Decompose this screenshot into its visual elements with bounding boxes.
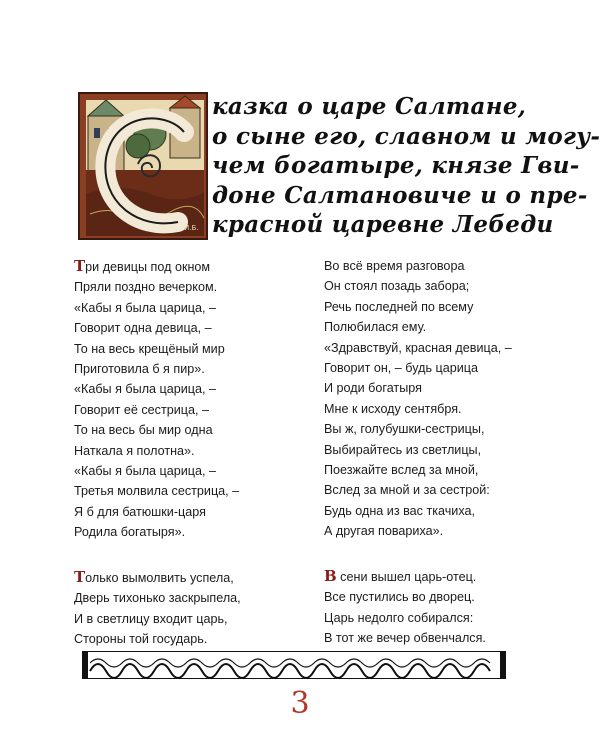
stanza (324, 256, 554, 542)
poem-line: Полюбилася ему. (324, 320, 427, 335)
title-line-4: доне Салтановиче и о пре- (212, 181, 588, 209)
poem-line: В тот же вечер обвенчался. (324, 630, 486, 645)
title-line-5: красной царевне Лебеди (212, 211, 554, 238)
title-line-3: чем богатыре, князе Гви- (212, 152, 580, 179)
drop-cap: Т (74, 257, 86, 275)
poem-line: Царь недолго собирался: (324, 610, 474, 625)
svg-text:И.Б.: И.Б. (184, 224, 199, 232)
poem-line: Выбирайтесь из светлицы, (324, 442, 482, 457)
poem-line: Вы ж, голубушки-сестрицы, (324, 422, 485, 437)
poem-line: Приготовила б я пир». (74, 362, 205, 377)
title-line-2: о сыне его, славном и могу- (212, 122, 600, 150)
poem-line: «Здравствуй, красная девица, – (324, 340, 512, 355)
poem-line: Наткала я полотна». (74, 443, 195, 458)
tale-title (212, 92, 600, 240)
poem-line: Третья молвила сестрица, – (74, 484, 240, 499)
poem-line (324, 566, 554, 587)
poem-line: «Кабы я была царица, – (74, 300, 217, 315)
poem-line: Я б для батюшки-царя (74, 504, 206, 519)
poem-line (74, 567, 304, 588)
poem-line-text: сени вышел царь-отец. (336, 569, 477, 584)
page-number: 3 (290, 686, 310, 721)
poem-line: Пряли поздно вечерком. (74, 280, 218, 295)
poem-line: «Кабы я была царица, – (74, 382, 217, 397)
poem-line (74, 256, 304, 277)
decorative-initial (78, 92, 208, 240)
drop-cap: Т (74, 567, 86, 586)
poem-line: Речь последней по всему (324, 299, 474, 314)
poem-line: И роди богатыря (324, 381, 422, 396)
stanza (74, 567, 304, 650)
poem-line-text: ри девицы под окном (85, 260, 211, 274)
poem-line: Стороны той государь. (74, 631, 208, 646)
poem-line: Будь одна из вас ткачиха, (324, 503, 476, 518)
poem-line-text: олько вымолвить успела, (85, 570, 234, 585)
poem-line: «Кабы я была царица, – (74, 464, 217, 479)
stanza (324, 566, 554, 649)
poem-line: Говорит одна девица, – (74, 321, 212, 336)
title-line-1: казка о царе Салтане, (212, 93, 527, 120)
poem-line: То на весь крещёный мир (74, 341, 225, 356)
poem-line: Поезжайте вслед за мной, (324, 463, 479, 478)
poem-line: А другая повариха». (324, 524, 444, 539)
poem-line: Во всё время разговора (324, 259, 465, 273)
poem-line: Дверь тихонько заскрыпела, (74, 591, 241, 606)
poem-line: Говорит её сестрица, – (74, 402, 209, 417)
stanza (74, 256, 304, 543)
poem-line: Он стоял позадь забора; (324, 279, 470, 294)
initial-illustration (80, 94, 208, 240)
ornamental-border (82, 651, 506, 679)
poem-line: Все пустились во дворец. (324, 590, 475, 605)
poem-line: Родила богатыря». (74, 525, 186, 540)
drop-cap: В (324, 566, 337, 585)
poem-line: Мне к исходу сентября. (324, 401, 462, 416)
poem-line: И в светлицу входит царь, (74, 611, 228, 626)
poem-column-left (74, 256, 304, 649)
poem-column-right (324, 256, 554, 648)
poem-line: То на весь бы мир одна (74, 423, 213, 438)
poem-line: Говорит он, – будь царица (324, 361, 478, 376)
poem-line: Вслед за мной и за сестрой: (324, 483, 490, 498)
